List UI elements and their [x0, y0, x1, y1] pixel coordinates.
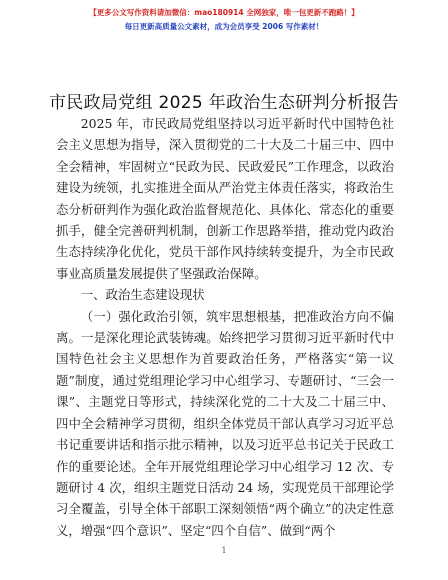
document-body: [56, 113, 394, 541]
page-number: 1: [221, 546, 227, 555]
document-title: 市民政局党组 2025 年政治生态研判分析报告: [49, 93, 399, 113]
promo-banner: [0, 6, 448, 34]
promo-banner-line1: 【更多公文写作资料请加微信：mao180914 全网独家，唯一包更新不跑路！】: [89, 8, 359, 17]
section-heading: 一、政治生态建设现状: [80, 287, 205, 303]
promo-banner-line2: 每日更新高质量公文素材，成为会员享受 2006 写作素材！: [124, 22, 324, 31]
subsection-paragraph: （一）强化政治引领，筑牢思想根基，把准政治方向不偏离。一是深化理论武装铸魂。始终把学习贯彻习近平新时代中国特色社会主义思想作为首要政治任务，严格落实“第一议题”制度，通过党组理论学习中心组学习、专题研讨、“三会一课”、主题党日等形式，持续深化党的二十大及二十届三中、四中全会精神学习贯彻，组织全体党员干部认真学习习近平总书记重要讲话和指示批示精神，以及习近平总书记关于民政工作的重要论述。全年开展党组理论学习中心组学习 12 次、专题研讨 4 次，组织主题党日活动 24 场，实现党员干部理论学习全覆盖，引导全体干部职工深刻领悟“两个确立”的决定性意义，增强“四个意识”、坚定“四个自信”、做到“两个: [56, 308, 394, 538]
intro-paragraph: 2025 年，市民政局党组坚持以习近平新时代中国特色社会主义思想为指导，深入贯彻党的二十大及二十届三中、四中全会精神，牢固树立“民政为民、民政爱民”工作理念，以政治建设为统领，扎实推进全面从严治党主体责任落实，将政治生态分析研判作为强化政治监督规范化、具体化、常态化的重要抓手，健全完善研判机制，创新工作思路举措，推动党内政治生态持续净化优化，党员干部作风持续转变提升，为全市民政事业高质量发展提供了坚强政治保障。: [56, 116, 394, 281]
